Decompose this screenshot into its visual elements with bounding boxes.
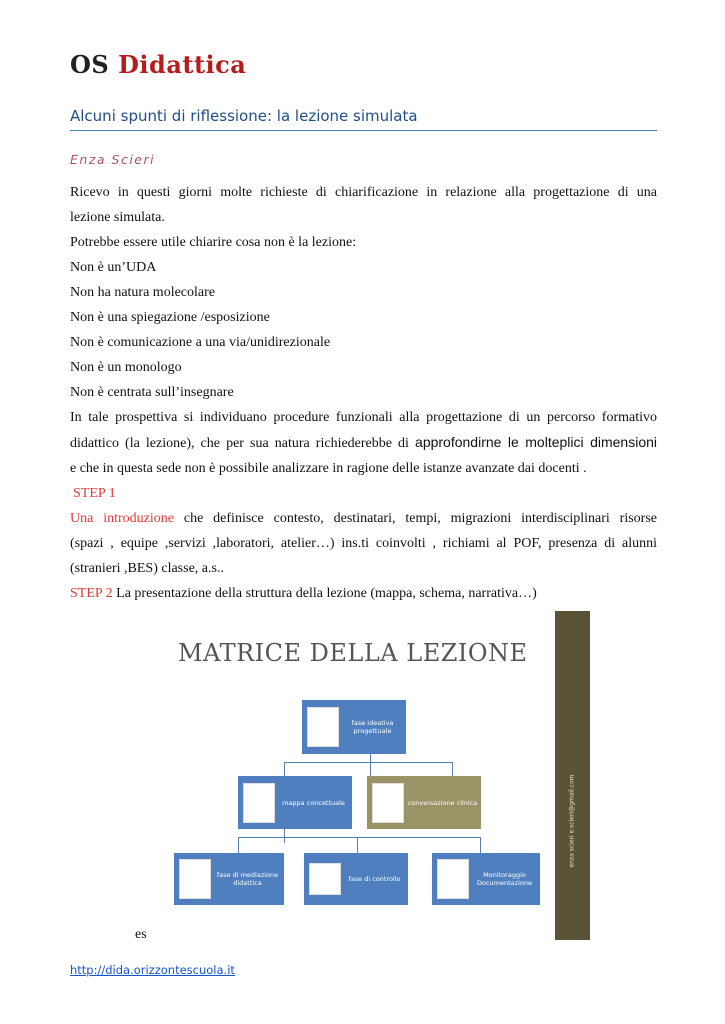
- article-author: Enza Scieri: [70, 152, 156, 167]
- paragraph-line: In tale prospettiva si individuano procedure funzionali alla progettazione di un percorso formativo: [70, 410, 657, 425]
- logo-didattica: Didattica: [118, 50, 247, 79]
- box-monitoraggio: [432, 853, 540, 905]
- text-run: che definisce contesto, destinatari, tempi, migrazioni interdisciplinari risorse: [173, 511, 658, 526]
- step-2-heading: STEP 2: [70, 586, 113, 601]
- paragraph-line: [70, 581, 657, 606]
- box-fase-ideativa: [302, 700, 406, 754]
- paragraph-line: lezione simulata.: [70, 210, 165, 225]
- thumbnail-image: [179, 859, 211, 899]
- connector-line: [238, 837, 239, 853]
- connector-line: [480, 837, 481, 853]
- box-label: conversazione clinica: [407, 798, 478, 807]
- box-label: fase di mediazione didattica: [216, 871, 279, 887]
- paragraph-line: [70, 430, 657, 456]
- slide-side-text: enza scieri e.scieri@gmail.com: [568, 774, 576, 868]
- step-1-intro: Una introduzione: [70, 511, 174, 526]
- text-run: didattico (la lezione), che per sua natura richiederebbe di: [70, 436, 416, 451]
- article-body: [70, 180, 657, 606]
- not-list-item: Non è un monologo: [70, 360, 182, 375]
- not-list-item: Non è comunicazione a una via/unidirezionale: [70, 335, 331, 350]
- paragraph: Potrebbe essere utile chiarire cosa non è la lezione:: [70, 235, 357, 250]
- thumbnail-image: [307, 707, 339, 747]
- not-list-item: Non è un’UDA: [70, 260, 157, 275]
- box-fase-controllo: [304, 853, 408, 905]
- paragraph-line: [70, 506, 657, 531]
- connector-line: [357, 837, 358, 853]
- box-label: mappa concettuale: [282, 798, 345, 807]
- box-label: Monitoraggio Documentazione: [477, 871, 532, 887]
- thumbnail-image: [243, 783, 275, 823]
- box-mediazione-didattica: [174, 853, 284, 905]
- connector-line: [452, 762, 453, 776]
- trailing-text: es: [135, 927, 147, 942]
- connector-line: [238, 837, 480, 838]
- lesson-matrix-slide-image: [152, 611, 590, 940]
- footer-link[interactable]: http://dida.orizzontescuola.it: [70, 963, 235, 977]
- article-title: Alcuni spunti di riflessione: la lezione simulata: [70, 107, 418, 125]
- box-label: fase di controllo: [348, 875, 401, 883]
- text-run: approfondirne le molteplici dimensioni: [415, 434, 657, 450]
- thumbnail-image: [437, 859, 469, 899]
- slide-title: MATRICE DELLA LEZIONE: [178, 639, 528, 667]
- site-logo[interactable]: [70, 50, 246, 79]
- box-mappa-concettuale: [238, 776, 352, 829]
- not-list-item: Non è una spiegazione /esposizione: [70, 310, 270, 325]
- thumbnail-image: [309, 863, 341, 895]
- paragraph-line: (spazi , equipe ,servizi ,laboratori, atelier…) ins.ti coinvolti , richiami al POF, presenza di alunni: [70, 536, 657, 551]
- box-conversazione-clinica: [367, 776, 481, 829]
- connector-line: [284, 762, 285, 776]
- connector-line: [284, 829, 285, 843]
- thumbnail-image: [372, 783, 404, 823]
- step-1-heading: STEP 1: [73, 486, 116, 501]
- box-label: fase ideativa progettuale: [351, 719, 394, 735]
- text-run: La presentazione della struttura della lezione (mappa, schema, narrativa…): [112, 586, 537, 601]
- paragraph-line: e che in questa sede non è possibile analizzare in ragione delle istanze avanzate dai docenti .: [70, 461, 587, 476]
- not-list-item: Non è centrata sull’insegnare: [70, 385, 234, 400]
- paragraph-line: (stranieri ,BES) classe, a.s..: [70, 561, 224, 576]
- not-list-item: Non ha natura molecolare: [70, 285, 215, 300]
- logo-os: OS: [70, 50, 110, 79]
- connector-line: [284, 762, 452, 763]
- title-divider: [70, 130, 657, 131]
- paragraph-line: Ricevo in questi giorni molte richieste di chiarificazione in relazione alla progettazione di una: [70, 185, 657, 200]
